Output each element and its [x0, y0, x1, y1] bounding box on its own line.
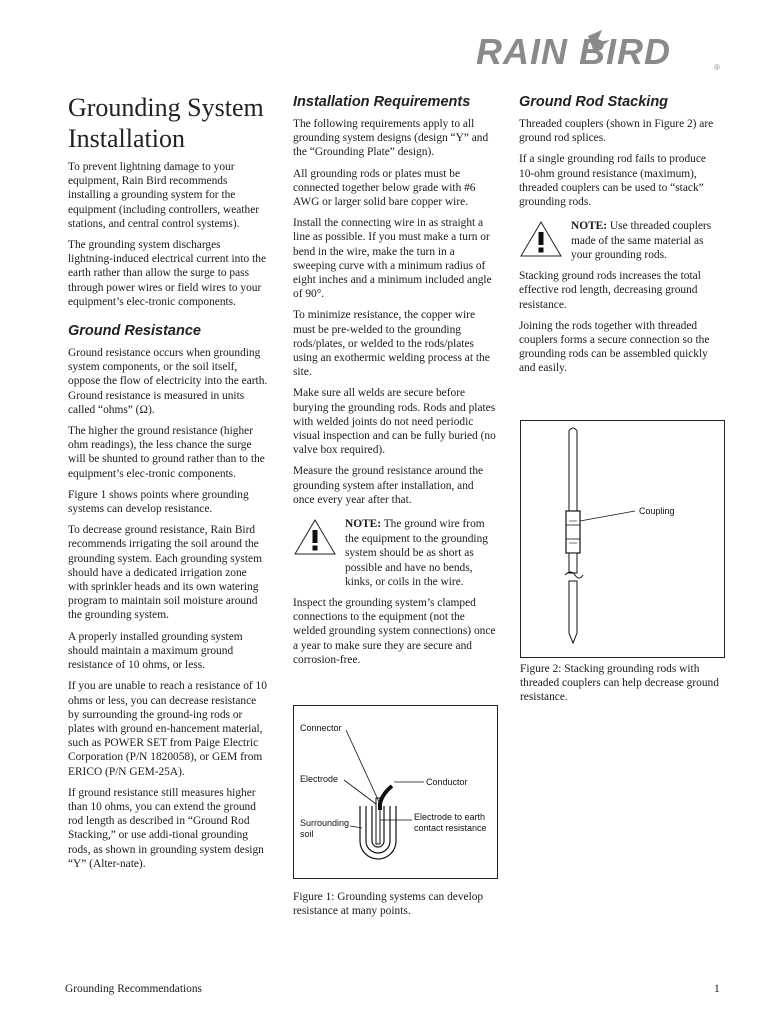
label-connector: Connector	[300, 723, 342, 733]
section-heading-installation: Installation Requirements	[293, 94, 471, 110]
paragraph: To minimize resistance, the copper wire must be pre-welded to the grounding rods/plates, or welded to the rods/plates using an exothermic welding process at the site.	[293, 309, 490, 379]
paragraph: The following requirements apply to all grounding system designs (design “Y” and the “Grounding Plate” design).	[293, 118, 489, 159]
note-threaded-couplers	[519, 219, 723, 263]
paragraph: Joining the rods together with threaded couplers forms a secure connection so the grounding rods can be assembled quickly and easily.	[519, 319, 710, 375]
note-body: Use threaded couplers made of the same material as your grounding rods.	[571, 220, 712, 262]
lower-rod-top	[569, 553, 577, 573]
column-1	[68, 92, 268, 878]
paragraph: The higher the ground resistance (higher ohm readings), the less chance the surge will be shunted to ground rather than to the equipment’s elec-tronic components.	[68, 425, 265, 480]
paragraph: All grounding rods or plates must be connected together below grade with #6 AWG or larger solid bare copper wire.	[293, 167, 476, 209]
coupler	[566, 511, 580, 553]
paragraph: Figure 1 shows points where grounding systems can develop resistance.	[68, 488, 249, 516]
paragraph: A properly installed grounding system should maintain a maximum ground resistance of 10 ohms, or less.	[68, 630, 243, 672]
warning-icon	[293, 517, 337, 590]
page-number: 1	[714, 983, 720, 995]
label-contact-2: contact resistance	[414, 823, 487, 833]
paragraph: If a single grounding rod fails to produce 10-ohm ground resistance (maximum), threaded couplers can be used to “stack” grounding rods.	[519, 153, 706, 209]
label-coupling: Coupling	[639, 506, 675, 516]
note-text	[571, 219, 723, 263]
paragraph: Inspect the grounding system’s clamped connections to the equipment (not the welded grounding system connections) once a year to make sure they are secure and corrosion-free.	[293, 597, 496, 666]
note-ground-wire	[293, 517, 497, 590]
paragraph: Stacking ground rods increases the total effective rod length, decreasing ground resistance.	[519, 270, 701, 311]
figure-2-caption: Figure 2: Stacking grounding rods with threaded couplers can help decrease ground resistance.	[520, 663, 719, 704]
label-contact-1: Electrode to earth	[414, 812, 486, 822]
figure-2	[520, 420, 725, 658]
footer-title: Grounding Recommendations	[65, 983, 202, 995]
label-soil: soil	[300, 829, 314, 839]
upper-rod	[569, 428, 577, 517]
paragraph: To decrease ground resistance, Rain Bird recommends irrigating the soil around the grounding system. Each grounding system should have a dedicated irrigation zone with sprinkler heads and its own watering program to maintain soil moisture around the grounding system.	[68, 524, 262, 622]
section-heading-ground-resistance: Ground Resistance	[68, 323, 201, 340]
label-surrounding: Surrounding	[300, 818, 350, 828]
column-3	[519, 94, 723, 383]
registered-mark: ®	[714, 63, 720, 72]
note-label: NOTE:	[571, 220, 608, 233]
paragraph: The grounding system discharges lightning-induced electrical current into the earth rather than allow the surge to pass through power wires or field wires to your equipment’s elec-tronic components.	[68, 239, 266, 308]
intro-paragraph: To prevent lightning damage to your equipment, Rain Bird recommends installing a grounding system for the equipment (including controllers, weather stations, and central control systems).	[68, 161, 260, 230]
label-electrode: Electrode	[300, 774, 339, 784]
page-title: Grounding System Installation	[68, 93, 264, 153]
section-heading-stacking: Ground Rod Stacking	[519, 94, 669, 110]
connector-leader	[346, 730, 380, 804]
column-2	[293, 94, 497, 674]
paragraph: Threaded couplers (shown in Figure 2) are ground rod splices.	[519, 118, 714, 145]
figure-1	[293, 705, 498, 879]
note-text	[345, 517, 497, 590]
paragraph: Make sure all welds are secure before burying the grounding rods. Rods and plates with welded joints do not need periodic visual inspection and can be fully buried (no valve box required).	[293, 387, 496, 457]
figure-1-caption: Figure 1: Grounding systems can develop resistance at many points.	[293, 891, 484, 918]
note-body: The ground wire from the equipment to the grounding system should be as short as possible and have no bends, kinks, or coils in the wire.	[345, 518, 488, 589]
label-conductor: Conductor	[426, 777, 468, 787]
coupling-leader	[580, 511, 635, 521]
lower-rod	[569, 581, 577, 643]
warning-icon	[519, 219, 563, 263]
paragraph: Ground resistance occurs when grounding system components, or the soil itself, oppose the flow of electricity into the earth. Ground resistance is measured in units called “ohms” (Ω).	[68, 347, 268, 416]
note-label: NOTE:	[345, 518, 382, 531]
logo-wordmark: RAIN BIRD	[476, 31, 671, 72]
rain-bird-logo	[476, 28, 724, 74]
electrode-leader	[344, 780, 376, 804]
paragraph: Measure the ground resistance around the grounding system after installation, and once every year after that.	[293, 465, 484, 506]
paragraph: Install the connecting wire in as straight a line as possible. If you must make a turn or bend in the wire, make the turn in a sweeping curve with a minimum radius of eight inches and a minimum included angle of 90°.	[293, 217, 492, 301]
paragraph: If you are unable to reach a resistance of 10 ohms or less, you can decrease resistance by surrounding the ground-ing rods or plates with ground en-hancement material, such as POWER SET from Paige Electric Corporation (P/N 1820058), or GEM from ERICO (P/N GEM-25A).	[68, 680, 267, 778]
paragraph: If ground resistance still measures higher than 10 ohms, you can extend the ground rod length as described in “Ground Rod Stacking,” or use addi-tional grounding rods, as shown in grounding system design “Y” (Alter-nate).	[68, 786, 264, 870]
